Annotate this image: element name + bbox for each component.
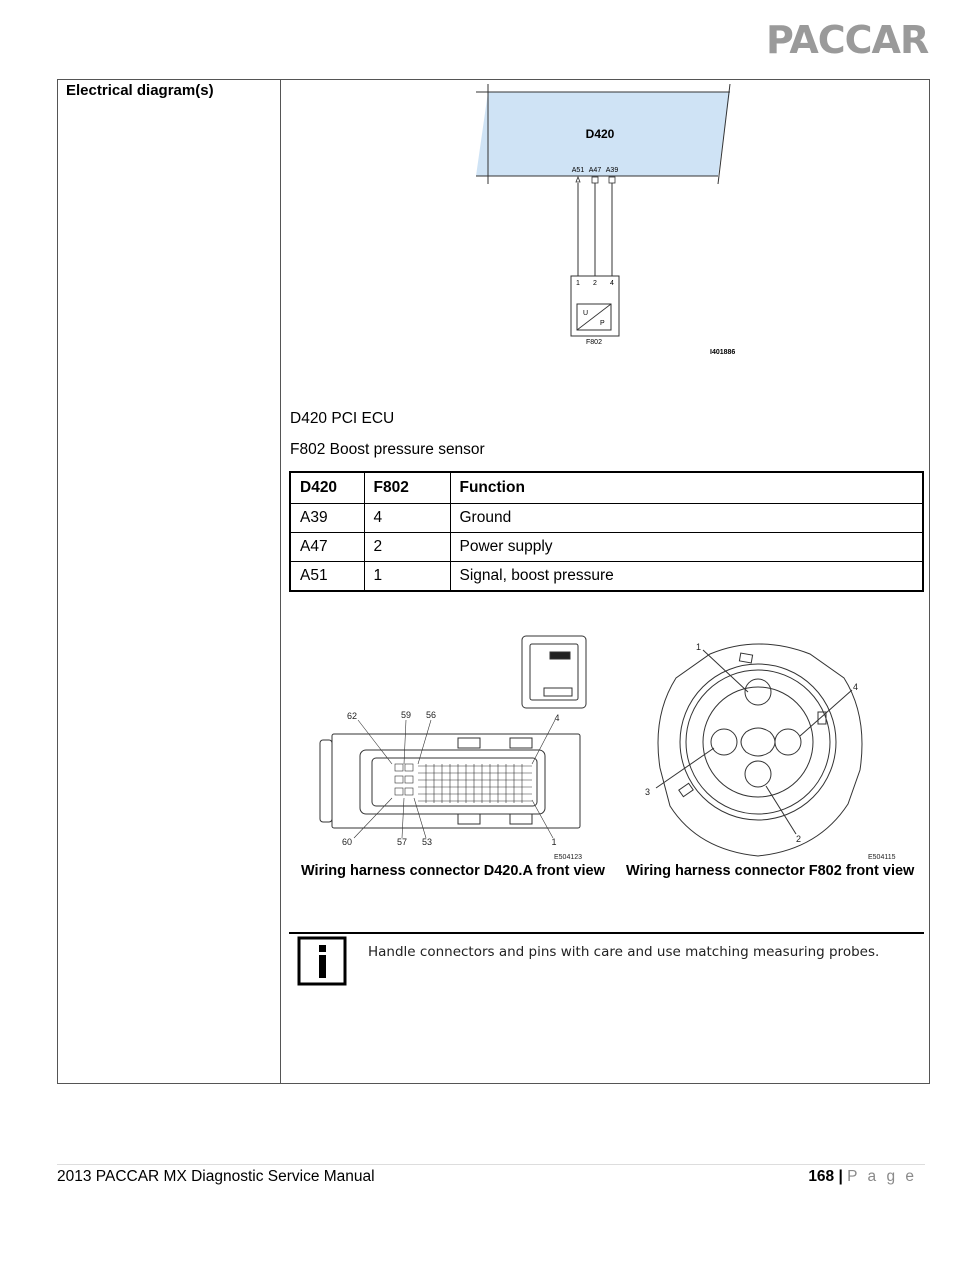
ecu-pin-label: A47 — [588, 167, 602, 174]
section-label: Electrical diagram(s) — [66, 82, 214, 99]
pin-label: 57 — [396, 837, 408, 847]
sensor-pin-label: 1 — [576, 280, 580, 287]
page-separator: | — [838, 1168, 843, 1185]
table-row — [290, 533, 923, 562]
pin-label: 1 — [696, 642, 702, 652]
electrical-schematic — [470, 82, 760, 367]
table-cell: Signal, boost pressure — [450, 562, 923, 592]
figure-id: I401886 — [710, 349, 736, 356]
table-header: D420 — [290, 472, 364, 504]
info-icon — [297, 936, 349, 988]
paccar-logo: PACCAR — [766, 18, 929, 62]
table-cell: Ground — [450, 504, 923, 533]
page-indicator — [808, 1168, 917, 1186]
pin-label: 3 — [645, 787, 651, 797]
column-divider — [280, 79, 281, 1084]
sensor-name: F802 — [586, 339, 602, 346]
d420-connector-drawing — [300, 628, 600, 864]
footer-title: 2013 PACCAR MX Diagnostic Service Manual — [57, 1168, 375, 1185]
legend-line: F802 Boost pressure sensor — [290, 441, 485, 458]
pin-label: 62 — [346, 711, 358, 721]
pin-label: 59 — [400, 710, 412, 720]
pin-label: 4 — [853, 682, 859, 692]
figure-id: E504115 — [868, 854, 896, 861]
ecu-name: D420 — [585, 127, 615, 141]
pin-label: 1 — [551, 837, 557, 847]
table-cell: Power supply — [450, 533, 923, 562]
pin-label: 56 — [425, 710, 437, 720]
note-rule — [289, 932, 924, 934]
table-header: Function — [450, 472, 923, 504]
footer-divider — [57, 1164, 925, 1165]
sensor-pin-label: 2 — [593, 280, 597, 287]
table-cell: 1 — [364, 562, 450, 592]
pin-label: 4 — [554, 713, 560, 723]
table-header-row — [290, 472, 923, 504]
page-label: P a g e — [847, 1168, 917, 1185]
note-text: Handle connectors and pins with care and use matching measuring probes. — [368, 944, 880, 960]
ecu-pin-label: A39 — [605, 167, 619, 174]
table-cell: A51 — [290, 562, 364, 592]
table-row — [290, 504, 923, 533]
table-cell: 4 — [364, 504, 450, 533]
pin-label: 53 — [421, 837, 433, 847]
page-number: 168 — [808, 1168, 835, 1185]
table-cell: A39 — [290, 504, 364, 533]
table-cell: 2 — [364, 533, 450, 562]
pin-label: 60 — [341, 837, 353, 847]
sensor-symbol-u: U — [583, 310, 589, 317]
pin-table — [289, 471, 924, 592]
ecu-pin-label: A51 — [571, 167, 585, 174]
f802-connector-drawing — [640, 636, 910, 864]
table-row — [290, 562, 923, 592]
table-cell: A47 — [290, 533, 364, 562]
pin-label: 2 — [796, 834, 802, 844]
legend-line: D420 PCI ECU — [290, 410, 395, 427]
sensor-symbol-p: P — [600, 320, 605, 327]
sensor-pin-label: 4 — [610, 280, 614, 287]
figure-id: E504123 — [554, 854, 583, 861]
figure-caption: Wiring harness connector F802 front view — [626, 863, 915, 879]
figure-caption: Wiring harness connector D420.A front view — [301, 863, 605, 879]
table-header: F802 — [364, 472, 450, 504]
